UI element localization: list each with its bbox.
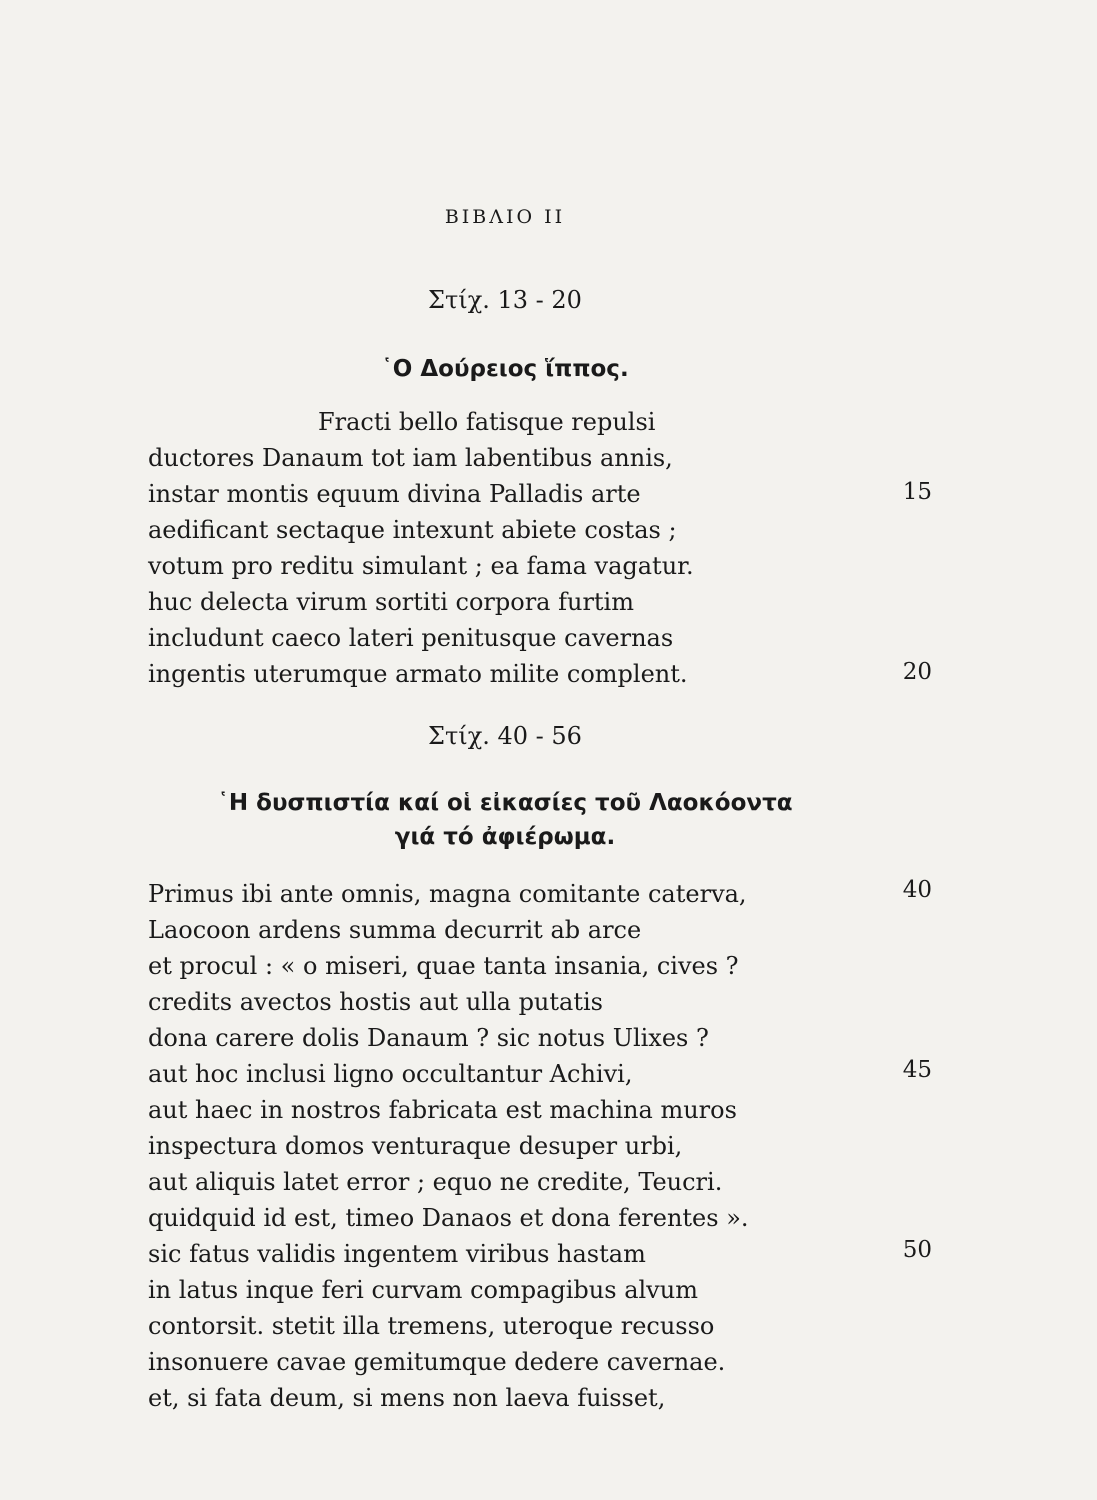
verse-line: aedificant sectaque intexunt abiete costas ;	[148, 516, 677, 544]
line-number: 40	[902, 877, 932, 903]
verse-block-2	[148, 876, 788, 1416]
verse-line: votum pro reditu simulant ; ea fama vagatur.	[148, 552, 694, 580]
verse-line: Primus ibi ante omnis, magna comitante caterva,	[148, 880, 747, 908]
verse-line: sic fatus validis ingentem viribus hastam	[148, 1240, 646, 1268]
verse-line: aut haec in nostros fabricata est machina muros	[148, 1096, 737, 1124]
verse-line: aut hoc inclusi ligno occultantur Achivi,	[148, 1060, 633, 1088]
verse-line: ductores Danaum tot iam labentibus annis,	[148, 444, 673, 472]
verse-line: inspectura domos venturaque desuper urbi,	[148, 1132, 683, 1160]
verse-line: Laocoon ardens summa decurrit ab arce	[148, 916, 642, 944]
verse-line: ingentis uterumque armato milite complent.	[148, 660, 688, 688]
section-heading-2-line-2: γιά τό ἀφιέρωμα.	[394, 824, 616, 850]
stich-range-1: Στίχ. 13 - 20	[428, 286, 582, 314]
verse-line: Fracti bello fatisque repulsi	[318, 408, 656, 436]
line-number: 15	[902, 479, 932, 505]
line-number: 50	[902, 1237, 932, 1263]
section-heading-1: ῾Ο Δούρειος ἵππος.	[381, 356, 629, 382]
line-number: 45	[902, 1057, 932, 1083]
verse-line: et, si fata deum, si mens non laeva fuisset,	[148, 1384, 666, 1412]
verse-line: contorsit. stetit illa tremens, uteroque recusso	[148, 1312, 715, 1340]
section-heading-2-line-1: ῾Η δυσπιστία καί οἱ εἰκασίες τοῦ Λαοκόοντα	[217, 790, 793, 816]
verse-line: dona carere dolis Danaum ? sic notus Ulixes ?	[148, 1024, 709, 1052]
verse-line: aut aliquis latet error ; equo ne credite, Teucri.	[148, 1168, 723, 1196]
verse-line: in latus inque feri curvam compagibus alvum	[148, 1276, 698, 1304]
verse-line: quidquid id est, timeo Danaos et dona ferentes ».	[148, 1204, 749, 1232]
line-number: 20	[902, 659, 932, 685]
verse-block-1	[148, 404, 788, 692]
verse-line: et procul : « o miseri, quae tanta insania, cives ?	[148, 952, 739, 980]
verse-line: includunt caeco lateri penitusque cavernas	[148, 624, 674, 652]
verse-line: huc delecta virum sortiti corpora furtim	[148, 588, 634, 616]
book-title: ΒΙΒΛΙΟ ΙΙ	[444, 206, 566, 228]
stich-range-2: Στίχ. 40 - 56	[428, 722, 582, 750]
verse-line: insonuere cavae gemitumque dedere cavernae.	[148, 1348, 726, 1376]
verse-line: credits avectos hostis aut ulla putatis	[148, 988, 603, 1016]
verse-line: instar montis equum divina Palladis arte	[148, 480, 641, 508]
